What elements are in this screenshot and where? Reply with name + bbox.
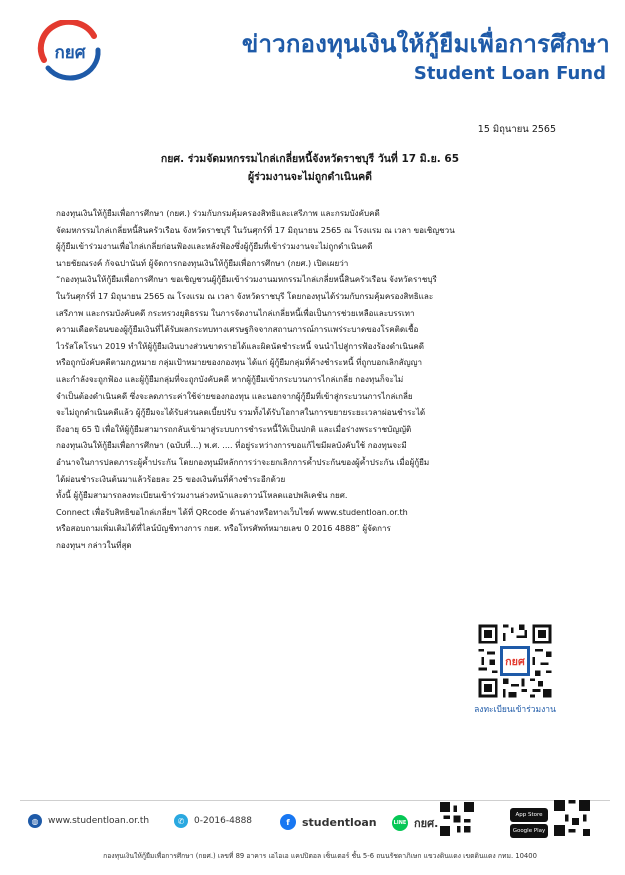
footer-address: กองทุนเงินให้กู้ยืมเพื่อการศึกษา (กยศ.) เลขที่ 89 อาคาร เอไอเอ แคปปิตอล เซ็นเตอร์ ชั้น 5-6 ถนนรัชดาภิเษก แขวงดินแดง เขตดินแดง กทม. 10400 [103, 852, 537, 860]
qr-registration-block[interactable] [470, 622, 560, 716]
body-line: กองทุนฯ กล่าวในที่สุด [56, 539, 132, 550]
body-line: หรือสอบถามเพิ่มเติมได้ที่ไลน์บัญชีทางการ กยศ. หรือโทรศัพท์หมายเลข 0 2016 4888” ผู้จัดการ [56, 523, 391, 534]
body-line: ความเดือดร้อนของผู้กู้ยืมเงินที่ได้รับผลกระทบทางเศรษฐกิจจากสถานการณ์การแพร่ระบาดของโรคติดเชื้อ [56, 324, 419, 335]
app-qr-code-icon[interactable] [554, 800, 590, 836]
globe-icon: ◍ [28, 814, 42, 828]
body-line: ถึงอายุ 65 ปี เพื่อให้ผู้กู้ยืมสามารถกลับเข้ามาสู่ระบบการชำระหนี้ให้เป็นปกติ และเมื่อร่างพระราชบัญญัติ [56, 423, 412, 434]
facebook-icon: f [280, 814, 296, 830]
body-line: จัดมหกรรมไกล่เกลี่ยหนี้สินครัวเรือน จังหวัดราชบุรี ในวันศุกร์ที่ 17 มิถุนายน 2565 ณ โรงแรม ณ เวลา ขอเชิญชวน [56, 224, 455, 235]
svg-text:กยศ: กยศ [54, 43, 86, 63]
body-line: กองทุนเงินให้กู้ยืมเพื่อการศึกษา (ฉบับที่...) พ.ศ. .... ที่อยู่ระหว่างการขอแก้ไขมีผลบังคับใช้ กองทุนจะมี [56, 440, 407, 451]
headline [90, 150, 530, 186]
page-header [0, 0, 625, 95]
google-play-badge[interactable]: Google Play [510, 824, 548, 838]
footer-line-text: กยศ. [414, 817, 439, 830]
body-line: หรือถูกบังคับคดีตามกฎหมาย กลุ่มเป้าหมายของกองทุน ได้แก่ ผู้กู้ยืมกลุ่มที่ค้างชำระหนี้ ที่ถูกบอกเลิกสัญญา [56, 357, 423, 368]
header-title-en: Student Loan Fund [413, 63, 606, 84]
footer-facebook-text: studentloan [302, 815, 377, 829]
footer-website-text: www.studentloan.or.th [48, 816, 150, 826]
body-line: ในวันศุกร์ที่ 17 มิถุนายน 2565 ณ โรงแรม ณ เวลา จังหวัดราชบุรี โดยกองทุนได้ร่วมกับกรมคุ้มครองสิทธิและ [56, 290, 434, 301]
body-line: เสรีภาพ และกรมบังคับคดี กระทรวงยุติธรรม ในการจัดงานไกล่เกลี่ยหนี้เพื่อเป็นการช่วยเหลือและบรรเทา [56, 307, 415, 318]
footer-website[interactable] [28, 814, 149, 828]
line-icon: LINE [392, 815, 408, 831]
qr-code-icon[interactable] [476, 622, 554, 700]
headline-line-1: กยศ. ร่วมจัดมหกรรมไกล่เกลี่ยหนี้จังหวัดราชบุรี วันที่ 17 มิ.ย. 65 [160, 153, 460, 165]
qr-caption: ลงทะเบียนเข้าร่วมงาน [474, 705, 556, 715]
body-line: จะไม่ถูกดำเนินคดีแล้ว ผู้กู้ยืมจะได้รับส่วนลดเบี้ยปรับ รวมทั้งได้รับโอกาสในการขยายระยะเวลาผ่อนชำระได้ [56, 407, 426, 418]
body-line: ผู้กู้ยืมเข้าร่วมงานเพื่อไกล่เกลี่ยก่อนฟ้องและหลังฟ้องซึ่งผู้กู้ยืมที่เข้าร่วมงานจะไม่ถูกดำเนินคดี [56, 241, 373, 252]
footer-phone-text: 0-2016-4888 [194, 816, 253, 826]
footer-facebook[interactable] [280, 814, 377, 830]
body-line: จำเป็นต้องดำเนินคดี ซึ่งจะลดภาระค่าใช้จ่ายของกองทุน และนอกจากผู้กู้ยืมที่เข้าสู่กระบวนการไกล่เกลี่ย [56, 390, 413, 401]
body-line: อำนาจในการปลดภาระผู้ค้ำประกัน โดยกองทุนมีหลักการว่าจะยกเลิกการค้ำประกันของผู้ค้ำประกัน เมื่อผู้กู้ยืม [56, 456, 430, 467]
header-title-th: ข่าวกองทุนเงินให้กู้ยืมเพื่อการศึกษา [241, 30, 610, 58]
body-line: ไวรัสโคโรนา 2019 ทำให้ผู้กู้ยืมเงินบางส่วนขาดรายได้และผิดนัดชำระหนี้ จนนำไปสู่การฟ้องร้องดำเนินคดี [56, 340, 425, 351]
headline-line-2: ผู้ร่วมงานจะไม่ถูกดำเนินคดี [247, 171, 373, 183]
footer-line[interactable] [392, 814, 438, 832]
body-line: ได้ผ่อนชำระเงินต้นมาแล้วร้อยละ 25 ของเงินต้นที่ค้างชำระอีกด้วย [56, 473, 286, 484]
body-line: “กองทุนเงินให้กู้ยืมเพื่อการศึกษา ขอเชิญชวนผู้กู้ยืมเข้าร่วมงานมหกรรมไกล่เกลี่ยหนี้สินครัวเรือน จังหวัดราชบุรี [56, 274, 437, 285]
footer-phone[interactable] [174, 814, 252, 828]
svg-text:กยศ: กยศ [505, 655, 525, 669]
line-qr-code-icon[interactable] [440, 802, 474, 836]
article-body [56, 205, 566, 553]
footer-divider [20, 800, 610, 801]
body-line: กองทุนเงินให้กู้ยืมเพื่อการศึกษา (กยศ.) ร่วมกับกรมคุ้มครองสิทธิและเสรีภาพ และกรมบังคับคดี [56, 208, 380, 218]
page-footer [22, 806, 612, 846]
press-date: 15 มิถุนายน 2565 [477, 124, 556, 135]
body-line: และกำลังจะถูกฟ้อง และผู้กู้ยืมกลุ่มที่จะถูกบังคับคดี หากผู้กู้ยืมเข้ากระบวนการไกล่เกลี่ย กองทุนก็จะไม่ [56, 373, 404, 384]
body-line: Connect เพื่อรับสิทธิขอไกล่เกลี่ยฯ ได้ที่ QRcode ด้านล่างหรือทางเว็บไซต์ www.studentloan.or.th [56, 506, 408, 517]
body-line: ทั้งนี้ ผู้กู้ยืมสามารถลงทะเบียนเข้าร่วมงานล่วงหน้าและดาวน์โหลดแอปพลิเคชัน กยศ. [56, 490, 348, 501]
slf-logo-icon [34, 20, 106, 82]
phone-icon: ✆ [174, 814, 188, 828]
body-line: นายชัยณรงค์ กัจฉปานันท์ ผู้จัดการกองทุนเงินให้กู้ยืมเพื่อการศึกษา (กยศ.) เปิดเผยว่า [56, 257, 349, 268]
app-store-badge[interactable]: App Store [510, 808, 548, 822]
